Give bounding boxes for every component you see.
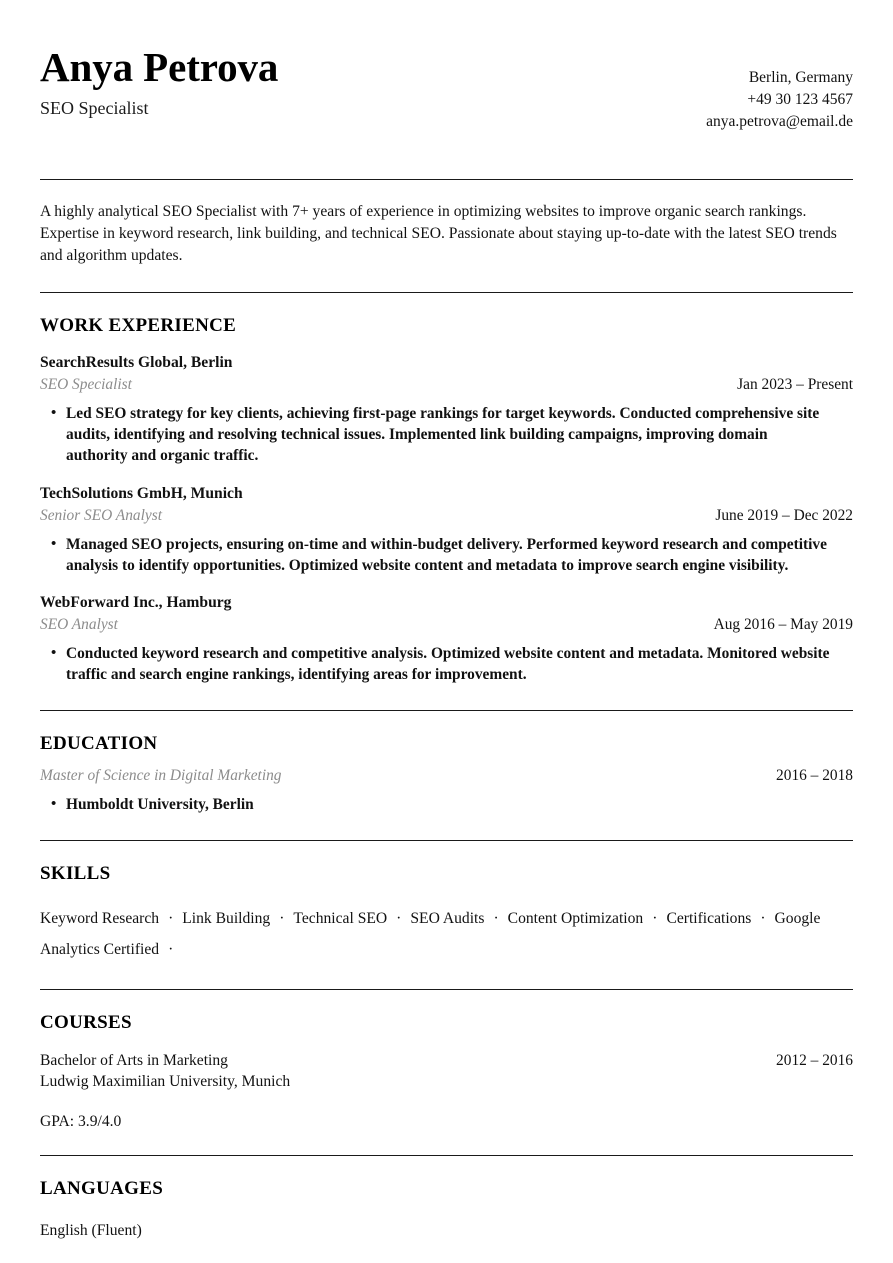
section-title-skills: SKILLS <box>40 862 111 884</box>
language-item: English (Fluent) <box>40 1221 142 1239</box>
section-title-education: EDUCATION <box>40 732 158 754</box>
work-entry-meta <box>40 506 853 526</box>
identity-block <box>40 46 278 120</box>
section-title-courses: COURSES <box>40 1012 132 1034</box>
education-bullet-list <box>40 795 853 816</box>
course-meta <box>40 1051 853 1071</box>
work-organization: SearchResults Global, Berlin <box>40 354 233 372</box>
divider-courses <box>40 1155 853 1156</box>
skill-separator: · <box>760 909 766 927</box>
skill-item: Google Analytics Certified <box>40 909 821 958</box>
skill-separator: · <box>168 909 174 927</box>
course-name: Bachelor of Arts in Marketing <box>40 1052 228 1070</box>
candidate-name: Anya Petrova <box>40 44 279 90</box>
divider-summary <box>40 292 853 293</box>
skill-item: Link Building <box>182 909 271 927</box>
work-bullet: • Conducted keyword research and competitive analysis. Optimized website content and metadata. Monitored website traffic and search engine rankings, identifying areas for improvement. <box>40 644 830 686</box>
divider-header <box>40 179 853 180</box>
skills-list <box>40 903 830 965</box>
work-job-title: Senior SEO Analyst <box>40 506 162 524</box>
work-bullet: • Led SEO strategy for key clients, achieving first-page rankings for target keywords. Conducted comprehensive site audits, identifying and resolving technical issues. Implemented link building campaigns, improving domain authority and organic traffic. <box>40 404 830 466</box>
contact-location: Berlin, Germany <box>748 69 853 86</box>
work-organization: TechSolutions GmbH, Munich <box>40 484 243 502</box>
contact-block <box>706 46 853 133</box>
work-date-range: Aug 2016 – May 2019 <box>713 616 853 634</box>
education-meta <box>40 766 853 786</box>
work-bullet-list <box>40 535 853 577</box>
course-date-range: 2012 – 2016 <box>776 1052 853 1070</box>
work-job-title: SEO Specialist <box>40 376 132 394</box>
course-gpa: GPA: 3.9/4.0 <box>40 1112 122 1130</box>
work-job-title: SEO Analyst <box>40 616 118 634</box>
work-entry-meta <box>40 375 853 395</box>
skill-separator: · <box>652 909 658 927</box>
divider-skills <box>40 989 853 990</box>
work-date-range: June 2019 – Dec 2022 <box>715 506 853 524</box>
work-bullet: • Managed SEO projects, ensuring on-time and within-budget delivery. Performed keyword research and competitive analysis to identify opportunities. Optimized website content and metadata to improve search engine visibility. <box>40 535 830 577</box>
work-bullet-list <box>40 404 853 466</box>
skill-separator: · <box>279 909 285 927</box>
course-school: Ludwig Maximilian University, Munich <box>40 1073 291 1091</box>
skill-item: Keyword Research <box>40 909 160 927</box>
skill-item: Content Optimization <box>507 909 644 927</box>
divider-education <box>40 840 853 841</box>
course-entry <box>40 1051 853 1131</box>
work-date-range: Jan 2023 – Present <box>737 376 853 394</box>
section-title-languages: LANGUAGES <box>40 1177 164 1199</box>
skill-separator: · <box>396 909 402 927</box>
contact-email: anya.petrova@email.de <box>706 113 853 130</box>
education-date-range: 2016 – 2018 <box>776 766 853 784</box>
divider-work <box>40 710 853 711</box>
skill-item: Certifications <box>666 909 752 927</box>
professional-summary: A highly analytical SEO Specialist with 7+ years of experience in optimizing websites to improve organic search rankings. Expertise in keyword research, link building, and technical SEO. Passionate about staying up-to-date with the latest SEO trends and algorithm updates. <box>40 203 837 265</box>
work-entry <box>40 353 853 466</box>
work-entry <box>40 593 853 686</box>
skill-separator: · <box>493 909 499 927</box>
skill-separator: · <box>168 940 174 958</box>
work-entry <box>40 484 853 577</box>
education-degree: Master of Science in Digital Marketing <box>40 766 282 784</box>
skill-item: SEO Audits <box>410 909 485 927</box>
work-entry-meta <box>40 615 853 635</box>
resume-header <box>40 0 853 133</box>
contact-phone: +49 30 123 4567 <box>747 91 853 108</box>
education-school: • Humboldt University, Berlin <box>40 795 830 816</box>
work-organization: WebForward Inc., Hamburg <box>40 594 232 612</box>
skill-item: Technical SEO <box>293 909 388 927</box>
section-title-work: WORK EXPERIENCE <box>40 315 237 337</box>
candidate-role: SEO Specialist <box>40 98 149 119</box>
work-bullet-list <box>40 644 853 686</box>
